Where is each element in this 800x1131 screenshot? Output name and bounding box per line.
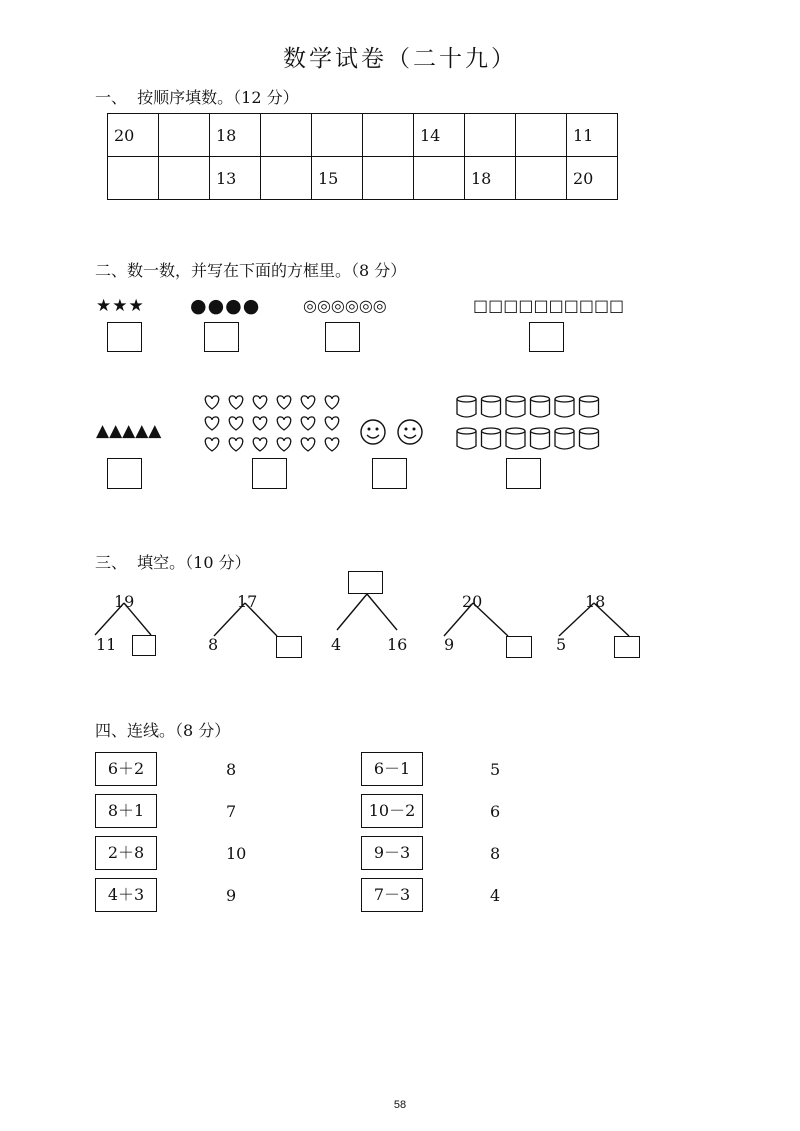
dots-group: ●●●● [190,295,261,317]
left-answer[interactable]: 9 [226,886,237,905]
section-3-heading: 三、 填空。（10 分） [95,553,251,572]
bond-2-answer-box[interactable] [276,636,302,658]
stars-group: ★★★ [96,296,145,316]
sequence-cell[interactable]: 20 [567,157,618,200]
bond-5-answer-box[interactable] [614,636,640,658]
left-expression[interactable]: 2＋8 [95,836,157,870]
right-expression[interactable]: 7－3 [361,878,423,912]
bond-2-left: 8 [208,635,219,654]
bond-4-answer-box[interactable] [506,636,532,658]
bond-line [367,594,397,630]
right-expression[interactable]: 6－1 [361,752,423,786]
sequence-cell[interactable]: 15 [312,157,363,200]
bond-3-answer-box[interactable] [348,571,383,594]
sequence-cell[interactable]: 14 [414,114,465,157]
section-4-heading: 四、连线。（8 分） [95,721,231,740]
bond-5-left: 5 [556,635,567,654]
sequence-cell[interactable]: 11 [567,114,618,157]
right-expression[interactable]: 10－2 [361,794,423,828]
right-answer[interactable]: 5 [490,760,501,779]
sequence-cell[interactable]: 20 [108,114,159,157]
squares-group: □□□□□□□□□□ [473,296,625,315]
left-expression[interactable]: 6＋2 [95,752,157,786]
right-answer[interactable]: 4 [490,886,501,905]
left-expression[interactable]: 8＋1 [95,794,157,828]
bond-3-left: 4 [331,635,342,654]
section-2-heading: 二、数一数，并写在下面的方框里。（8 分） [95,261,407,280]
bond-1-answer-box[interactable] [132,635,156,656]
bond-line [337,594,367,630]
bond-2-top: 17 [237,592,258,611]
section-1-heading: 一、 按顺序填数。（12 分） [95,88,299,107]
rings-group: ◎◎◎◎◎◎ [303,296,387,315]
bond-1-top: 19 [114,592,135,611]
sequence-cell[interactable]: 18 [465,157,516,200]
sequence-cell[interactable]: 18 [210,114,261,157]
right-answer[interactable]: 6 [490,802,501,821]
right-answer[interactable]: 8 [490,844,501,863]
left-answer[interactable]: 10 [226,844,247,863]
sequence-cell[interactable]: 13 [210,157,261,200]
bond-4-left: 9 [444,635,455,654]
bond-3-right: 16 [387,635,408,654]
left-expression[interactable]: 4＋3 [95,878,157,912]
page-number: 58 [393,1099,407,1111]
bond-4-top: 20 [462,592,483,611]
page-title: 数学试卷（二十九） [283,46,517,72]
bond-1-left: 11 [96,635,117,654]
triangles-group: ▲▲▲▲▲ [96,421,162,441]
left-answer[interactable]: 8 [226,760,237,779]
left-answer[interactable]: 7 [226,802,237,821]
bond-5-top: 18 [585,592,606,611]
right-expression[interactable]: 9－3 [361,836,423,870]
